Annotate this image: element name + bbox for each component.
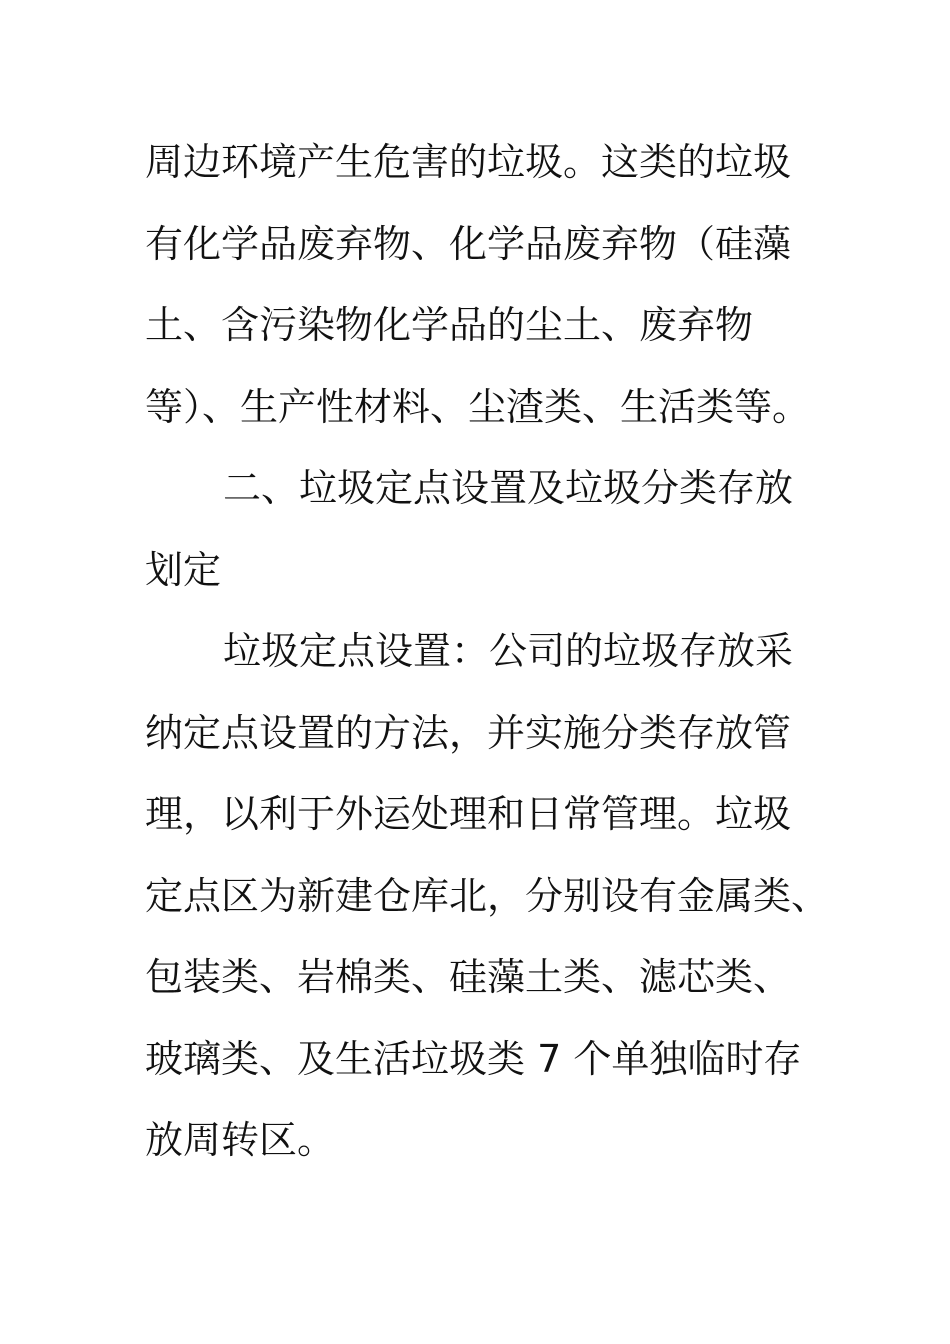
text-line: 等）、生产性材料、尘渣类、生活类等。 <box>145 384 811 429</box>
text-line: 理，以利于外运处理和日常管理。垃圾 <box>145 792 792 836</box>
text-line: 有化学品废弃物、化学品废弃物（硅藻 <box>145 221 792 266</box>
text-line: 周边环境产生危害的垃圾。这类的垃圾 <box>145 140 792 184</box>
text-line: 土、含污染物化学品的尘土、废弃物 <box>145 303 754 347</box>
text-line: 玻璃类、及生活垃圾类 7 个单独临时存 <box>145 1036 802 1081</box>
text-line: 定点区为新建仓库北，分别设有金属类、 <box>145 873 830 918</box>
body-text <box>145 122 845 1182</box>
section-heading: 二、垃圾定点设置及垃圾分类存放 <box>223 466 794 510</box>
section-heading-continued: 划定 <box>145 547 222 592</box>
text-line: 纳定点设置的方法，并实施分类存放管 <box>145 710 792 755</box>
text-line: 包装类、岩棉类、硅藻土类、滤芯类、 <box>145 955 792 999</box>
paragraph-start: 垃圾定点设置：公司的垃圾存放采 <box>223 629 794 673</box>
text-line: 放周转区。 <box>145 1118 336 1162</box>
